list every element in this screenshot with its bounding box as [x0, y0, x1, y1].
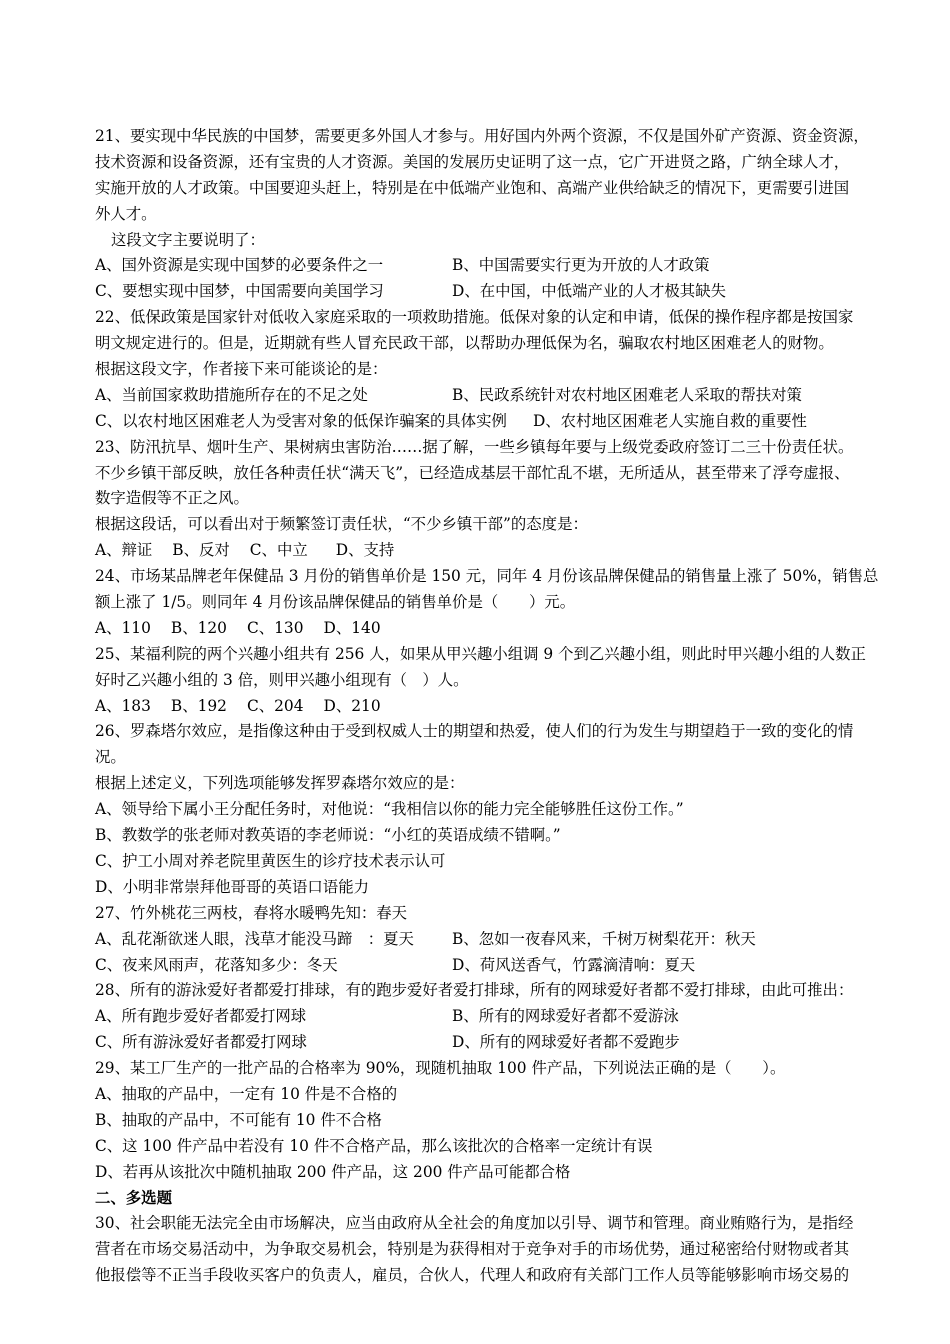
- question-stem: 29、某工厂生产的一批产品的合格率为 90%，现随机抽取 100 件产品，下列说法正确的是（ ）。: [95, 1059, 786, 1078]
- question-stem: 不少乡镇干部反映，放任各种责任状“满天飞”，已经造成基层干部忙乱不堪，无所适从，甚至带来了浮夸虚报、: [95, 463, 850, 482]
- option-b: B、抽取的产品中，不可能有 10 件不合格: [95, 1110, 382, 1129]
- option-a: A、抽取的产品中，一定有 10 件是不合格的: [95, 1084, 398, 1103]
- option-c: C、所有游泳爱好者都爱打网球: [95, 1033, 307, 1052]
- question-stem: 28、所有的游泳爱好者都爱打排球，有的跑步爱好者爱打排球，所有的网球爱好者都不爱打排球，由此可推出：: [95, 981, 854, 1000]
- question-25: [95, 642, 895, 720]
- option-d: D、所有的网球爱好者都不爱跑步: [452, 1033, 680, 1052]
- question-stem: 23、防汛抗旱、烟叶生产、果树病虫害防治……据了解，一些乡镇每年要与上级党委政府签订二三十份责任状。: [95, 437, 854, 456]
- section-heading: 二、多选题: [95, 1188, 172, 1207]
- question-stem: 他报偿等不正当手段收买客户的负责人，雇员，合伙人，代理人和政府有关部门工作人员等能够影响市场交易的: [95, 1266, 850, 1285]
- option-a: A、领导给下属小王分配任务时，对他说：“我相信以你的能力完全能够胜任这份工作。”: [95, 800, 684, 819]
- question-24: [95, 564, 895, 642]
- question-28: [95, 978, 895, 1056]
- option-a: A、乱花渐欲迷人眼，浅草才能没马蹄 ：夏天: [95, 929, 414, 948]
- question-stem: 明文规定进行的。但是，近期就有些人冒充民政干部，以帮助办理低保为名，骗取农村地区困难老人的财物。: [95, 334, 834, 353]
- question-stem: 技术资源和设备资源，还有宝贵的人才资源。美国的发展历史证明了这一点，它广开进贤之路，广纳全球人才，: [95, 152, 850, 171]
- document-page: [95, 124, 895, 1289]
- question-23: [95, 435, 895, 564]
- question-stem: 25、某福利院的两个兴趣小组共有 256 人，如果从甲兴趣小组调 9 个到乙兴趣小组，则此时甲兴趣小组的人数正: [95, 644, 866, 663]
- question-prompt: 这段文字主要说明了：: [111, 230, 265, 249]
- option-c: C、夜来风雨声，花落知多少：冬天: [95, 955, 338, 974]
- question-stem: 24、市场某品牌老年保健品 3 月份的销售单价是 150 元，同年 4 月份该品牌保健品的销售量上涨了 50%，销售总: [95, 567, 879, 586]
- question-stem: 外人才。: [95, 204, 157, 223]
- question-stem: 27、竹外桃花三两枝，春将水暖鸭先知：春天: [95, 903, 408, 922]
- question-30: [95, 1211, 895, 1289]
- option-c: C、以农村地区困难老人为受害对象的低保诈骗案的具体实例: [95, 411, 507, 430]
- option-b: B、192: [170, 696, 227, 715]
- question-prompt: 根据这段文字，作者接下来可能谈论的是：: [95, 360, 388, 379]
- question-stem: 21、要实现中华民族的中国梦，需要更多外国人才参与。用好国内外两个资源，不仅是国外矿产资源、资金资源，: [95, 127, 869, 145]
- option-c: C、中立: [249, 541, 308, 560]
- question-stem: 营者在市场交易活动中，为争取交易机会，特别是为获得相对于竞争对手的市场优势，通过秘密给付财物或者其: [95, 1240, 850, 1259]
- option-d: D、小明非常崇拜他哥哥的英语口语能力: [95, 877, 369, 896]
- question-stem: 数字造假等不正之风。: [95, 489, 249, 508]
- question-stem: 实施开放的人才政策。中国要迎头赶上，特别是在中低端产业饱和、高端产业供给缺乏的情况下，更需要引进国: [95, 178, 850, 197]
- option-b: B、所有的网球爱好者都不爱游泳: [452, 1007, 679, 1026]
- question-29: [95, 1056, 895, 1185]
- option-a: A、辩证: [95, 541, 153, 560]
- option-b: B、反对: [172, 541, 230, 560]
- option-b: B、教数学的张老师对教英语的李老师说：“小红的英语成绩不错啊。”: [95, 826, 561, 845]
- option-d: D、210: [323, 696, 381, 715]
- question-prompt: 根据这段话，可以看出对于频繁签订责任状，“不少乡镇干部”的态度是：: [95, 515, 588, 534]
- option-c: C、要想实现中国梦，中国需要向美国学习: [95, 282, 384, 301]
- option-a: A、国外资源是实现中国梦的必要条件之一: [95, 256, 384, 275]
- option-d: D、在中国，中低端产业的人才极其缺失: [452, 282, 726, 301]
- option-b: B、中国需要实行更为开放的人才政策: [452, 256, 710, 275]
- question-26: [95, 719, 895, 900]
- option-d: D、荷风送香气，竹露滴清响：夏天: [452, 955, 696, 974]
- option-c: C、130: [246, 618, 304, 637]
- option-d: D、农村地区困难老人实施自救的重要性: [532, 411, 807, 430]
- question-27: [95, 901, 895, 979]
- option-b: B、忽如一夜春风来，千树万树梨花开：秋天: [452, 929, 756, 948]
- option-a: A、当前国家救助措施所存在的不足之处: [95, 385, 368, 404]
- option-b: B、民政系统针对农村地区困难老人采取的帮扶对策: [452, 385, 802, 404]
- question-stem: 30、社会职能无法完全由市场解决，应当由政府从全社会的角度加以引导、调节和管理。商业贿赂行为，是指经: [95, 1214, 854, 1233]
- question-stem: 22、低保政策是国家针对低收入家庭采取的一项救助措施。低保对象的认定和申请，低保的操作程序都是按国家: [95, 308, 854, 327]
- question-stem: 况。: [95, 748, 126, 767]
- option-d: D、支持: [335, 541, 395, 560]
- option-a: A、所有跑步爱好者都爱打网球: [95, 1007, 307, 1026]
- option-b: B、120: [170, 618, 227, 637]
- question-stem: 好时乙兴趣小组的 3 倍，则甲兴趣小组现有（ ）人。: [95, 670, 469, 689]
- question-stem: 额上涨了 1/5。则同年 4 月份该品牌保健品的销售单价是（ ）元。: [95, 593, 576, 612]
- option-d: D、140: [323, 618, 381, 637]
- question-21: [95, 124, 895, 305]
- option-d: D、若再从该批次中随机抽取 200 件产品，这 200 件产品可能都合格: [95, 1162, 571, 1181]
- option-a: A、110: [95, 618, 151, 637]
- option-c: C、204: [246, 696, 304, 715]
- question-22: [95, 305, 895, 434]
- option-c: C、护工小周对养老院里黄医生的诊疗技术表示认可: [95, 851, 446, 870]
- question-prompt: 根据上述定义，下列选项能够发挥罗森塔尔效应的是：: [95, 774, 465, 793]
- option-a: A、183: [95, 696, 151, 715]
- question-stem: 26、罗森塔尔效应，是指像这种由于受到权威人士的期望和热爱，使人们的行为发生与期望趋于一致的变化的情: [95, 722, 854, 741]
- option-c: C、这 100 件产品中若没有 10 件不合格产品，那么该批次的合格率一定统计有误: [95, 1136, 653, 1155]
